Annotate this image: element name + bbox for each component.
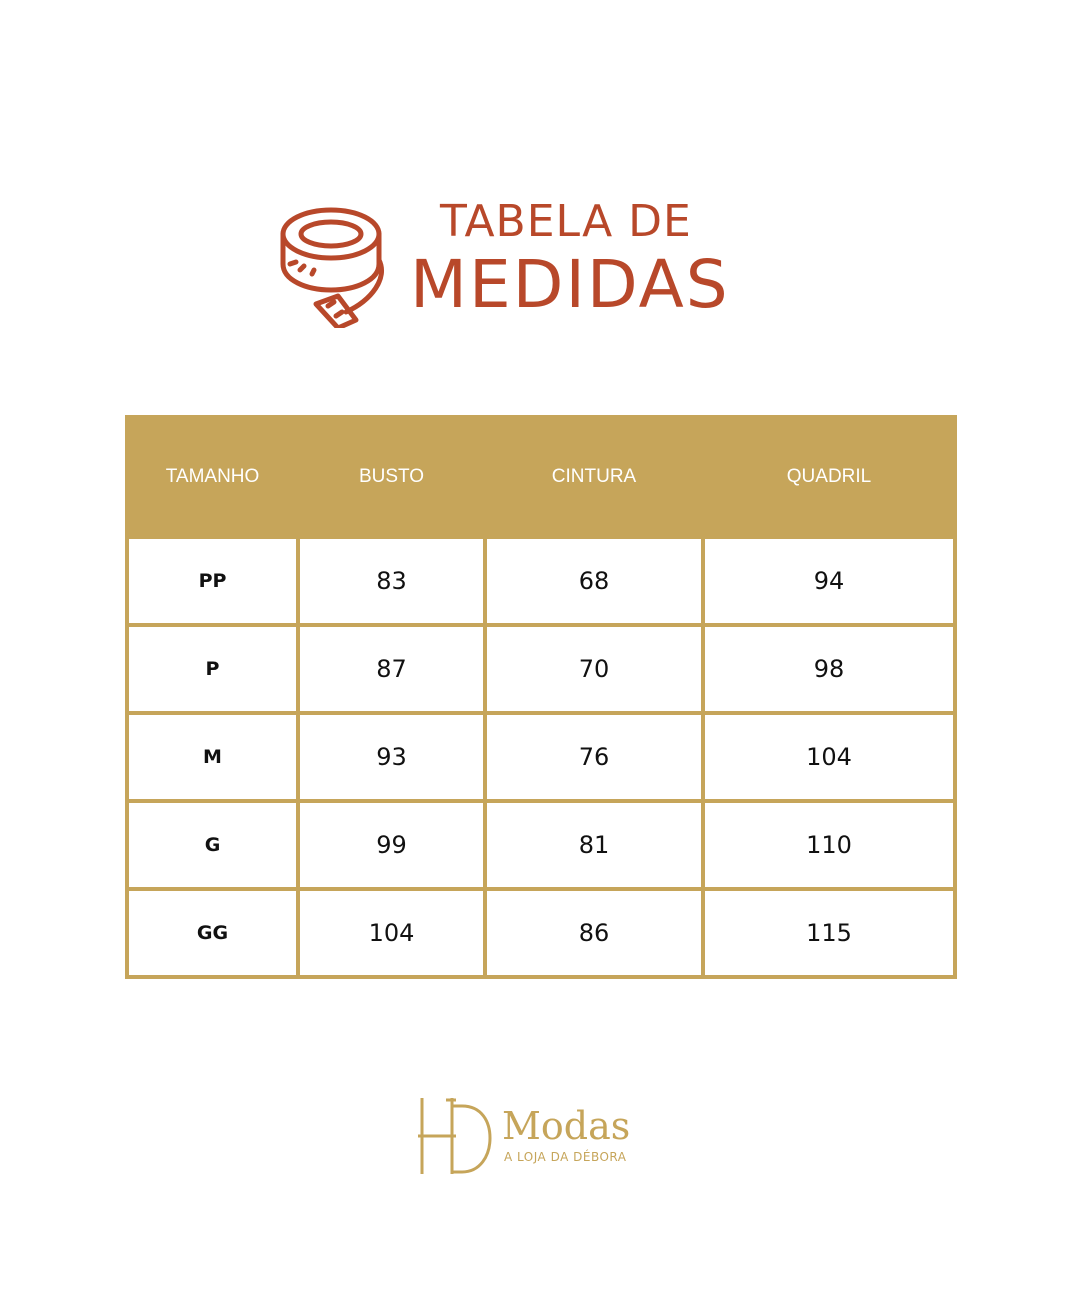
- header-busto: BUSTO: [298, 417, 485, 537]
- title-line-1: TABELA DE: [440, 196, 692, 247]
- size-cell: M: [127, 713, 298, 801]
- cintura-cell: 76: [485, 713, 703, 801]
- busto-cell: 83: [298, 537, 485, 625]
- header-cintura: CINTURA: [485, 417, 703, 537]
- title-line-2: MEDIDAS: [410, 246, 730, 323]
- table-row: [127, 713, 955, 801]
- brand-logo: [416, 1094, 646, 1180]
- table-row: [127, 801, 955, 889]
- cintura-cell: 86: [485, 889, 703, 977]
- table-row: [127, 537, 955, 625]
- table-row: [127, 889, 955, 977]
- hd-monogram-icon: [416, 1094, 496, 1178]
- cintura-cell: 81: [485, 801, 703, 889]
- size-cell: G: [127, 801, 298, 889]
- busto-cell: 87: [298, 625, 485, 713]
- quadril-cell: 94: [703, 537, 955, 625]
- busto-cell: 104: [298, 889, 485, 977]
- cintura-cell: 70: [485, 625, 703, 713]
- measuring-tape-icon: [276, 200, 394, 328]
- busto-cell: 99: [298, 801, 485, 889]
- header-quadril: QUADRIL: [703, 417, 955, 537]
- table-header-row: [127, 417, 955, 537]
- quadril-cell: 98: [703, 625, 955, 713]
- size-cell: GG: [127, 889, 298, 977]
- header-tamanho: TAMANHO: [127, 417, 298, 537]
- brand-name: Modas: [502, 1104, 631, 1148]
- page-title: [276, 196, 746, 332]
- busto-cell: 93: [298, 713, 485, 801]
- quadril-cell: 104: [703, 713, 955, 801]
- size-table: [125, 415, 957, 979]
- quadril-cell: 110: [703, 801, 955, 889]
- table-row: [127, 625, 955, 713]
- size-cell: P: [127, 625, 298, 713]
- size-cell: PP: [127, 537, 298, 625]
- brand-tagline: A LOJA DA DÉBORA: [504, 1150, 627, 1164]
- quadril-cell: 115: [703, 889, 955, 977]
- cintura-cell: 68: [485, 537, 703, 625]
